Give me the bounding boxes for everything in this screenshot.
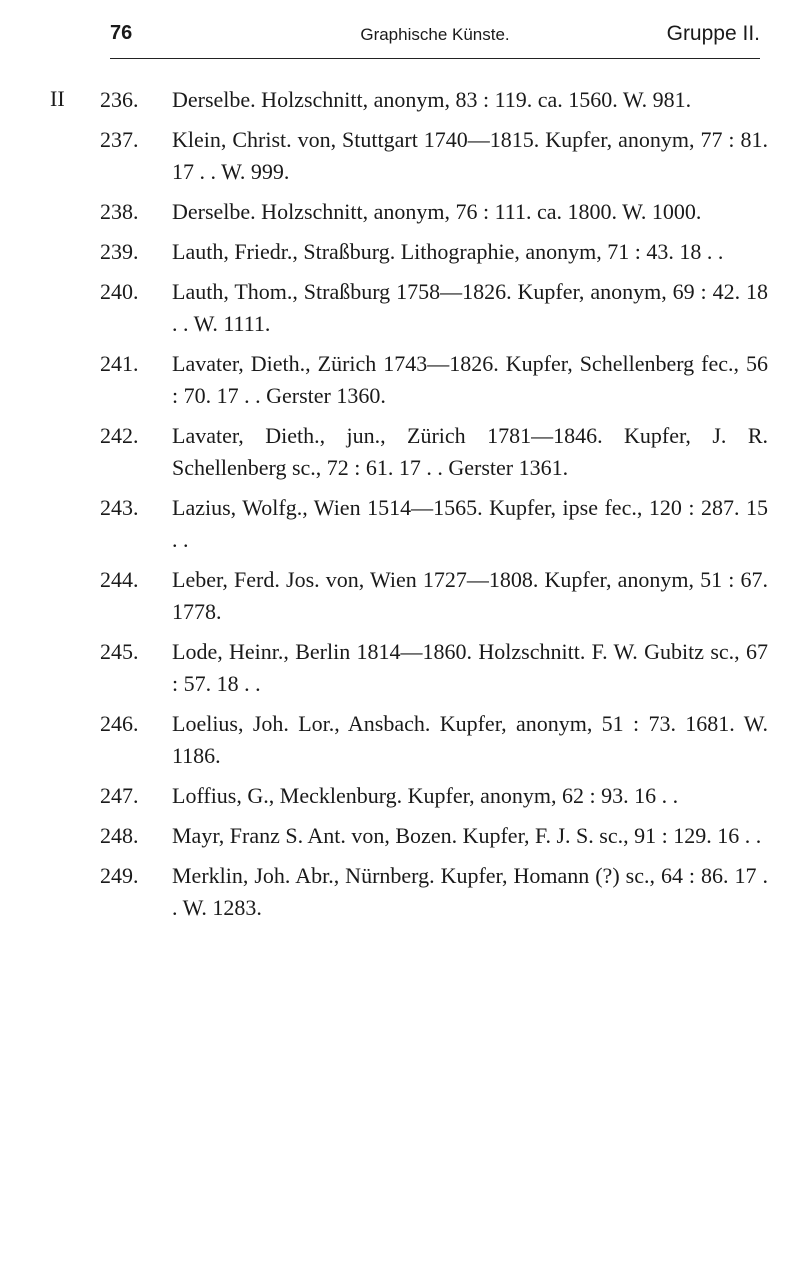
catalog-entry — [100, 564, 768, 628]
entry-text: Leber, Ferd. Jos. von, Wien 1727—1808. Kupfer, anonym, 51 : 67. 1778. — [172, 567, 768, 624]
entry-text: Loffius, G., Mecklenburg. Kupfer, anonym, 62 : 93. 16 . . — [172, 783, 679, 808]
entry-text: Lauth, Thom., Straßburg 1758—1826. Kupfer, anonym, 69 : 42. 18 . . W. 1111. — [172, 279, 768, 336]
entry-number: 236. — [100, 87, 139, 112]
entry-number: 243. — [100, 495, 139, 520]
catalog-entry — [100, 420, 768, 484]
catalog-entry-list — [100, 84, 768, 932]
entry-text: Derselbe. Holzschnitt, anonym, 76 : 111. ca. 1800. W. 1000. — [172, 199, 702, 224]
entry-text: Lavater, Dieth., jun., Zürich 1781—1846. Kupfer, J. R. Schellenberg sc., 72 : 61. 17 . . Gerster 1361. — [172, 423, 768, 480]
entry-text: Lauth, Friedr., Straßburg. Lithographie, anonym, 71 : 43. 18 . . — [172, 239, 724, 264]
group-label: Gruppe II. — [666, 22, 760, 45]
entry-number: 238. — [100, 199, 139, 224]
page-number: 76 — [110, 22, 133, 44]
entry-number: 239. — [100, 239, 139, 264]
entry-text: Loelius, Joh. Lor., Ansbach. Kupfer, anonym, 51 : 73. 1681. W. 1186. — [172, 711, 768, 768]
entry-number: 247. — [100, 783, 139, 808]
catalog-entry — [100, 708, 768, 772]
entry-number: 237. — [100, 127, 139, 152]
catalog-entry — [100, 636, 768, 700]
catalog-entry — [100, 820, 768, 852]
entry-number: 240. — [100, 279, 139, 304]
entry-text: Derselbe. Holzschnitt, anonym, 83 : 119. ca. 1560. W. 981. — [172, 87, 692, 112]
entry-text: Lavater, Dieth., Zürich 1743—1826. Kupfer, Schellenberg fec., 56 : 70. 17 . . Gerster 1360. — [172, 351, 768, 408]
catalog-entry — [100, 84, 768, 116]
entry-text: Mayr, Franz S. Ant. von, Bozen. Kupfer, F. J. S. sc., 91 : 129. 16 . . — [172, 823, 762, 848]
catalog-entry — [100, 236, 768, 268]
catalog-entry — [100, 124, 768, 188]
entry-number: 244. — [100, 567, 139, 592]
margin-group-mark: II — [50, 86, 65, 111]
entry-text: Lazius, Wolfg., Wien 1514—1565. Kupfer, ipse fec., 120 : 287. 15 . . — [172, 495, 768, 552]
entry-number: 246. — [100, 711, 139, 736]
catalog-entry — [100, 348, 768, 412]
entry-number: 242. — [100, 423, 139, 448]
entry-number: 248. — [100, 823, 139, 848]
entry-number: 249. — [100, 863, 139, 888]
catalog-entry — [100, 860, 768, 924]
entry-text: Merklin, Joh. Abr., Nürnberg. Kupfer, Homann (?) sc., 64 : 86. 17 . . W. 1283. — [172, 863, 768, 920]
entry-number: 245. — [100, 639, 139, 664]
entry-text: Lode, Heinr., Berlin 1814—1860. Holzschnitt. F. W. Gubitz sc., 67 : 57. 18 . . — [172, 639, 768, 696]
catalog-entry — [100, 492, 768, 556]
page-header — [110, 22, 760, 59]
catalog-entry — [100, 276, 768, 340]
entry-text: Klein, Christ. von, Stuttgart 1740—1815. Kupfer, anonym, 77 : 81. 17 . . W. 999. — [172, 127, 768, 184]
entry-number: 241. — [100, 351, 139, 376]
catalog-entry — [100, 780, 768, 812]
running-title: Graphische Künste. — [360, 25, 510, 44]
catalog-entry — [100, 196, 768, 228]
